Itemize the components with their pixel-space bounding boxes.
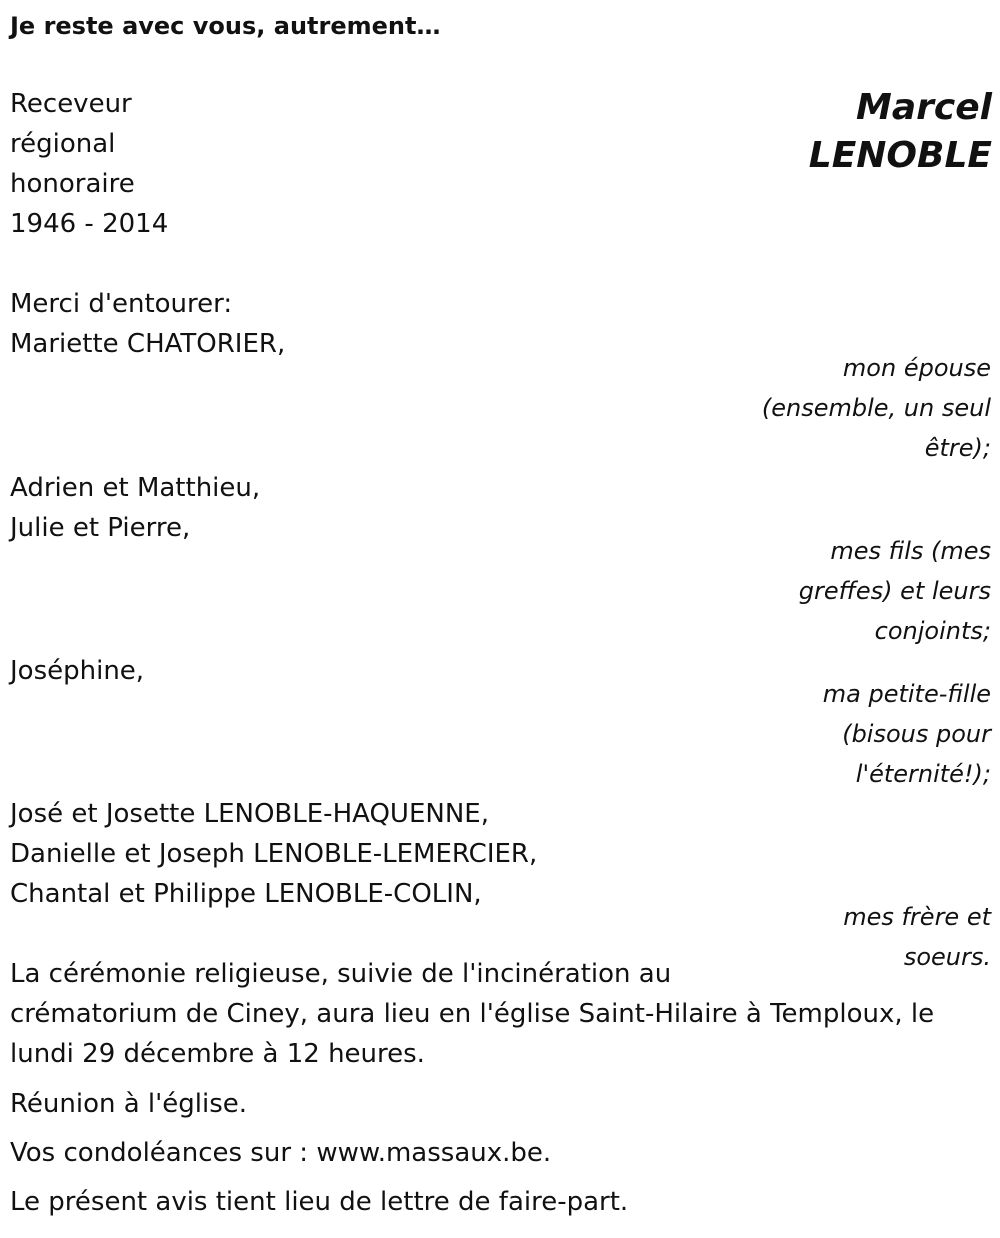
family-member-name: José et Josette LENOBLE-HAQUENNE, bbox=[10, 799, 489, 829]
family-member-name: Julie et Pierre, bbox=[10, 513, 191, 543]
notice-header: Je reste avec vous, autrement… bbox=[10, 12, 441, 40]
relation-line: mes fils (mes bbox=[830, 537, 991, 565]
family-relation bbox=[823, 674, 991, 794]
family-member-name: Mariette CHATORIER, bbox=[10, 329, 286, 359]
relation-line: ma petite-fille bbox=[822, 680, 991, 708]
family-group bbox=[10, 468, 260, 548]
deceased-title-line: régional bbox=[10, 129, 116, 159]
relation-line: mon épouse bbox=[842, 354, 991, 382]
ceremony-line: crématorium de Ciney, aura lieu en l'église Saint-Hilaire à Temploux, le bbox=[10, 999, 935, 1029]
relation-line: soeurs. bbox=[903, 943, 991, 971]
family-relation bbox=[799, 531, 991, 651]
relation-line: mes frère et bbox=[843, 903, 991, 931]
family-member-name: Danielle et Joseph LENOBLE-LEMERCIER, bbox=[10, 839, 538, 869]
deceased-title-line: honoraire bbox=[10, 169, 135, 199]
deceased-last-name: LENOBLE bbox=[808, 135, 992, 176]
ceremony-line: lundi 29 décembre à 12 heures. bbox=[10, 1039, 425, 1069]
gathering-note: Réunion à l'église. bbox=[10, 1089, 248, 1119]
ceremony-line: La cérémonie religieuse, suivie de l'incinération au bbox=[10, 959, 672, 989]
deceased-title-block bbox=[10, 84, 168, 244]
relation-line: greffes) et leurs bbox=[798, 577, 991, 605]
deceased-first-name: Marcel bbox=[856, 87, 992, 128]
condolences-note: Vos condoléances sur : www.massaux.be. bbox=[10, 1138, 552, 1168]
family-relation bbox=[762, 348, 991, 468]
family-intro-block bbox=[10, 284, 285, 364]
deceased-name bbox=[809, 84, 992, 180]
deceased-title-line: Receveur bbox=[10, 89, 132, 119]
family-member-name: Joséphine, bbox=[10, 656, 145, 686]
family-group bbox=[10, 651, 144, 691]
ceremony-paragraph bbox=[10, 954, 934, 1074]
family-member-name: Chantal et Philippe LENOBLE-COLIN, bbox=[10, 879, 482, 909]
family-intro: Merci d'entourer: bbox=[10, 289, 233, 319]
relation-line: l'éternité!); bbox=[855, 760, 991, 788]
relation-line: être); bbox=[924, 434, 991, 462]
relation-line: conjoints; bbox=[874, 617, 991, 645]
closing-note: Le présent avis tient lieu de lettre de faire-part. bbox=[10, 1187, 629, 1217]
relation-line: (bisous pour bbox=[842, 720, 991, 748]
deceased-dates: 1946 - 2014 bbox=[10, 209, 169, 239]
family-member-name: Adrien et Matthieu, bbox=[10, 473, 261, 503]
family-group bbox=[10, 794, 537, 914]
relation-line: (ensemble, un seul bbox=[761, 394, 991, 422]
